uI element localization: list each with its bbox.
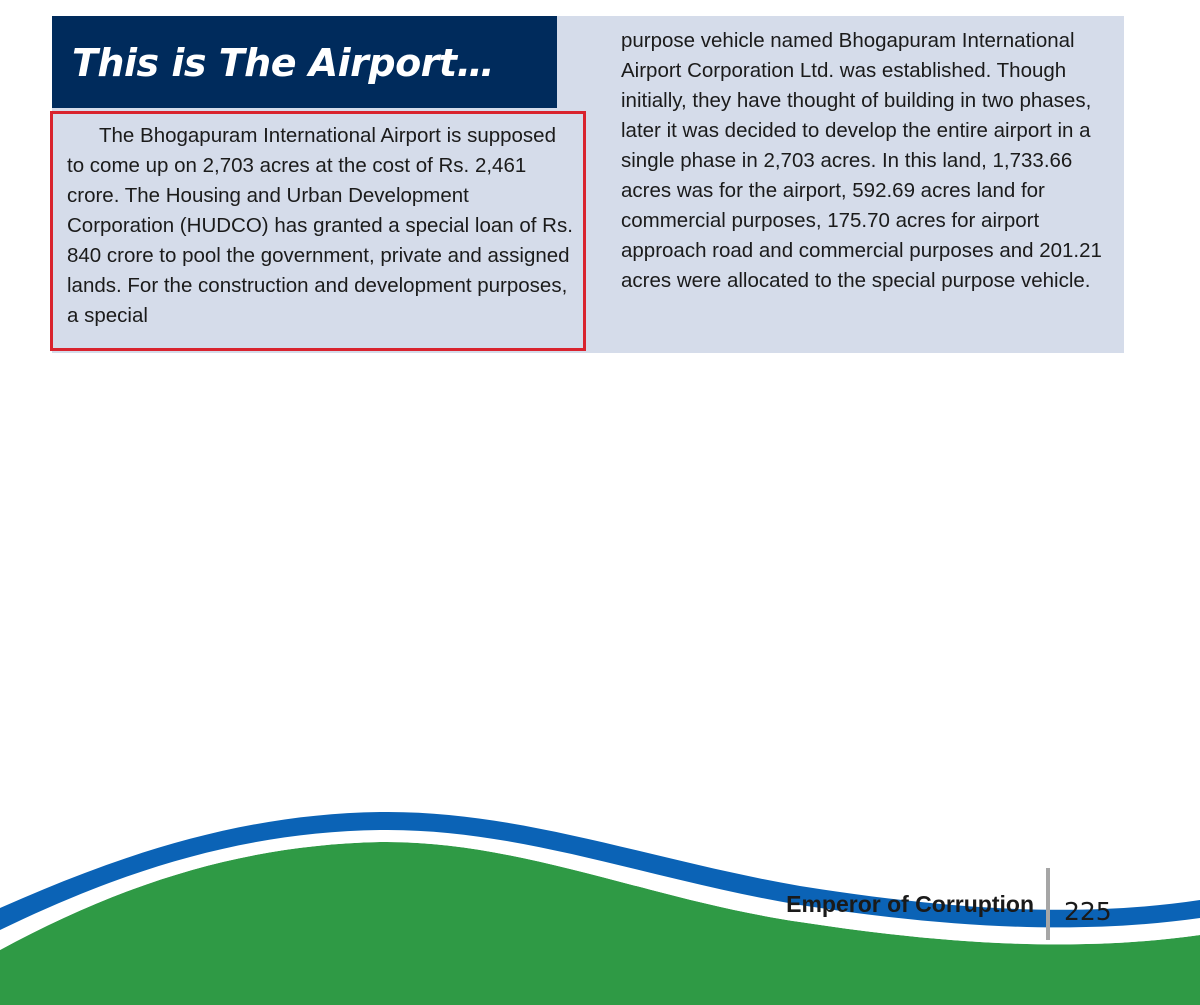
footer-book-title: Emperor of Corruption: [786, 891, 1034, 917]
sidebar-title: This is The Airport…: [72, 41, 495, 85]
footer-divider: [1046, 868, 1050, 940]
highlight-annotation-box: [50, 111, 586, 351]
page-number: 225: [1064, 897, 1112, 926]
paragraph-left-text: The Bhogapuram International Airport is supposed to come up on 2,703 acres at the cost of Rs. 2,461 crore. The Housing and Urban Development Corporation (HUDCO) has granted a special loan of Rs. 840 crore to pool the government, private and assigned lands. For the construction and development purposes, a special: [67, 124, 573, 327]
paragraph-right: purpose vehicle named Bhogapuram International Airport Corporation Ltd. was established. Though initially, they have thought of building in two phases, later it was decided to develop the entire airport in a single phase in 2,703 acres. In this land, 1,733.66 acres was for the airport, 592.69 acres land for commercial purposes, 175.70 acres for airport approach road and commercial purposes and 201.21 acres were allocated to the special purpose vehicle.: [621, 29, 1102, 292]
title-bar: [52, 16, 557, 108]
